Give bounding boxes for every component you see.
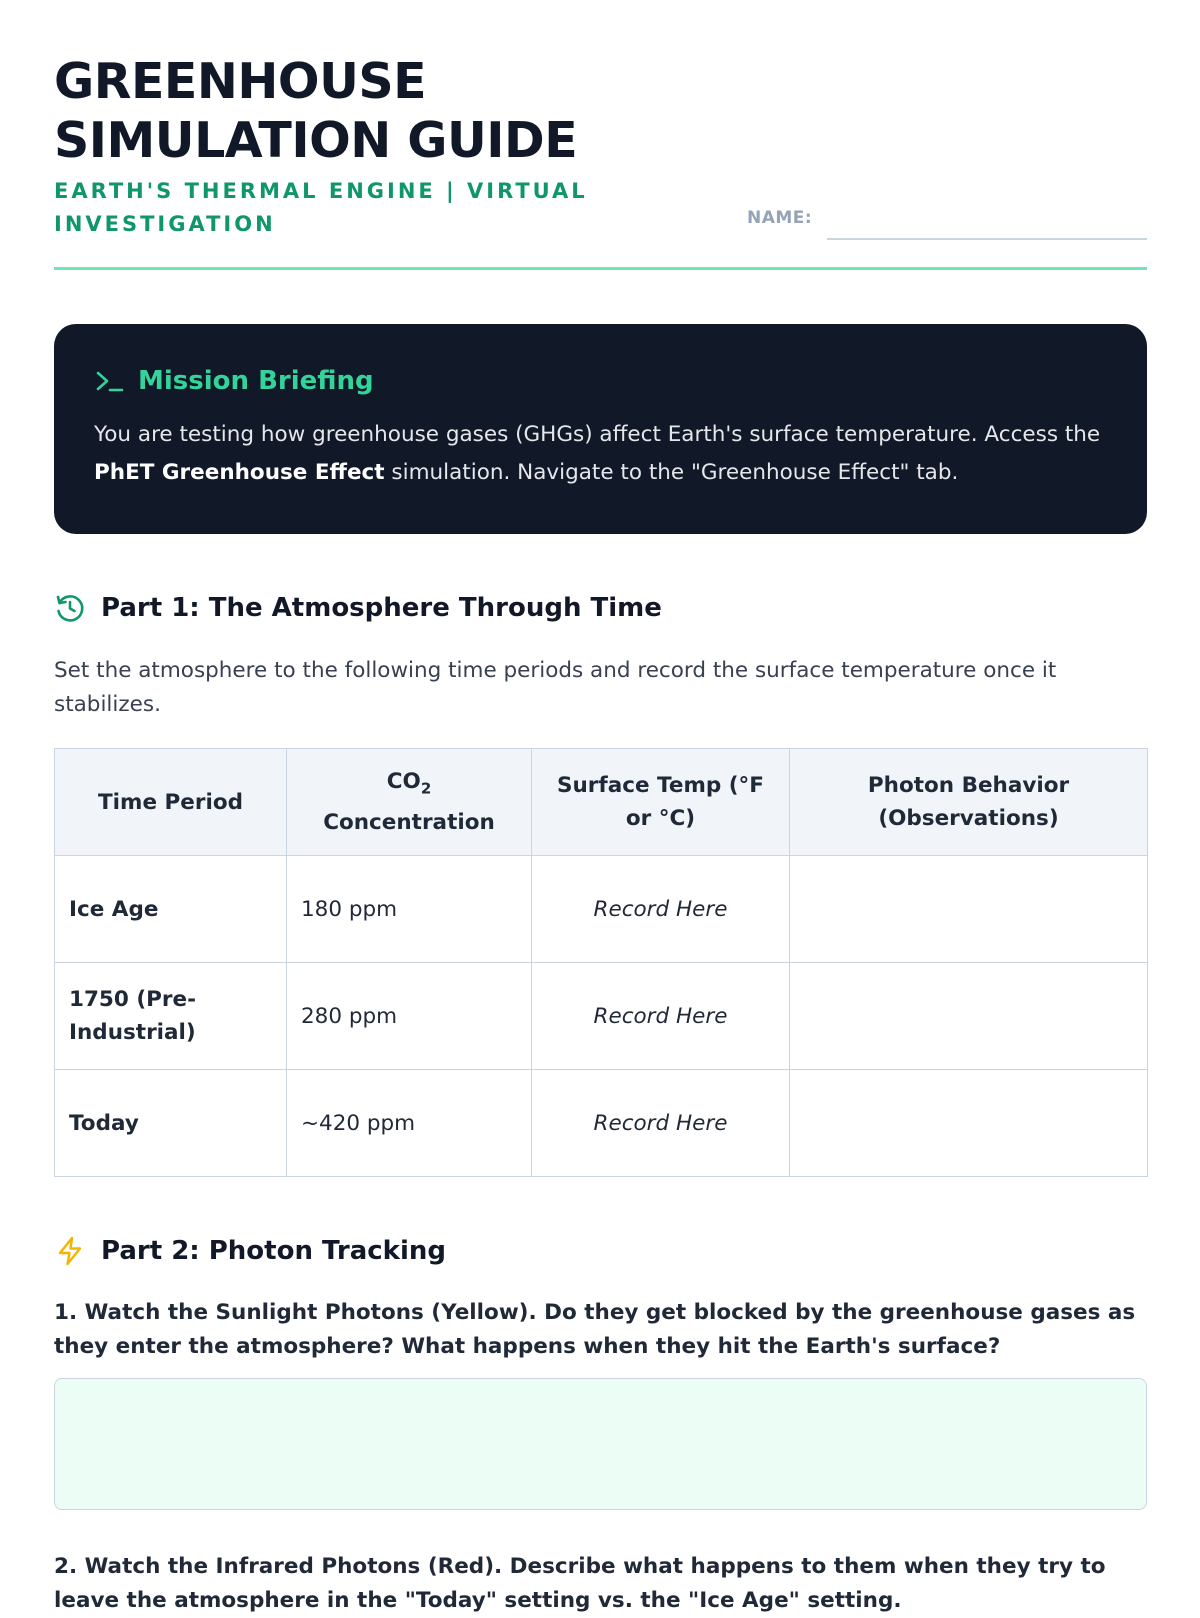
header-divider [54, 267, 1147, 270]
column-header-temp: Surface Temp (°F or °C) [532, 749, 790, 856]
column-header-co2 [287, 749, 532, 856]
worksheet-header [54, 0, 1146, 270]
photon-observation-cell[interactable] [790, 856, 1148, 963]
lightning-icon [54, 1235, 86, 1267]
column-header-photon: Photon Behavior (Observations) [790, 749, 1148, 856]
co2-cell: 180 ppm [287, 856, 532, 963]
photon-observation-cell[interactable] [790, 1070, 1148, 1177]
briefing-title: Mission Briefing [138, 366, 374, 396]
photon-observation-cell[interactable] [790, 963, 1148, 1070]
part2-title: Part 2: Photon Tracking [101, 1236, 447, 1266]
mission-briefing-card [54, 324, 1147, 534]
part1-instructions: Set the atmosphere to the following time periods and record the surface temperature once it stabilizes. [54, 658, 1057, 717]
table-row [55, 856, 1148, 963]
table-row [55, 963, 1148, 1070]
co2-label: CO [386, 769, 421, 795]
part2-heading [54, 1231, 446, 1271]
title-line-1: GREENHOUSE [54, 53, 427, 110]
part1-title: Part 1: The Atmosphere Through Time [101, 593, 662, 623]
briefing-text-part-2: simulation. Navigate to the "Greenhouse Effect" tab. [384, 460, 959, 485]
briefing-text [94, 416, 1107, 492]
co2-cell: 280 ppm [287, 963, 532, 1070]
briefing-text-part-1: You are testing how greenhouse gases (GHGs) affect Earth's surface temperature. Access the [94, 422, 1101, 447]
temperature-table [54, 748, 1148, 1177]
temp-input-cell[interactable]: Record Here [532, 1070, 790, 1177]
terminal-icon [94, 366, 124, 396]
briefing-heading [94, 364, 1107, 398]
briefing-text-simulation-name: PhET Greenhouse Effect [94, 460, 385, 485]
question-2: 2. Watch the Infrared Photons (Red). Describe what happens to them when they try to leave the atmosphere in the "Today" setting vs. the "Ice Age" setting. [54, 1554, 1106, 1613]
history-icon [54, 592, 86, 624]
page-title [54, 52, 577, 170]
title-line-2: SIMULATION GUIDE [54, 112, 578, 169]
name-label: NAME: [747, 208, 813, 228]
table-row [55, 1070, 1148, 1177]
period-cell: Today [55, 1070, 287, 1177]
period-cell: 1750 (Pre-Industrial) [55, 963, 287, 1070]
co2-cell: ~420 ppm [287, 1070, 532, 1177]
co2-subscript: 2 [420, 779, 432, 798]
answer-box-1[interactable] [54, 1378, 1147, 1510]
worksheet-page [54, 0, 1146, 1613]
temp-input-cell[interactable]: Record Here [532, 856, 790, 963]
part1-heading [54, 588, 662, 628]
co2-label-suffix: Concentration [323, 809, 495, 835]
name-field[interactable] [827, 238, 1147, 240]
page-subtitle: EARTH'S THERMAL ENGINE | VIRTUAL INVESTIGATION [54, 179, 588, 236]
period-cell: Ice Age [55, 856, 287, 963]
column-header-period: Time Period [55, 749, 287, 856]
temp-input-cell[interactable]: Record Here [532, 963, 790, 1070]
table-header-row [55, 749, 1148, 856]
question-1: 1. Watch the Sunlight Photons (Yellow). Do they get blocked by the greenhouse gases as they enter the atmosphere? What happens when they hit the Earth's surface? [54, 1300, 1136, 1359]
